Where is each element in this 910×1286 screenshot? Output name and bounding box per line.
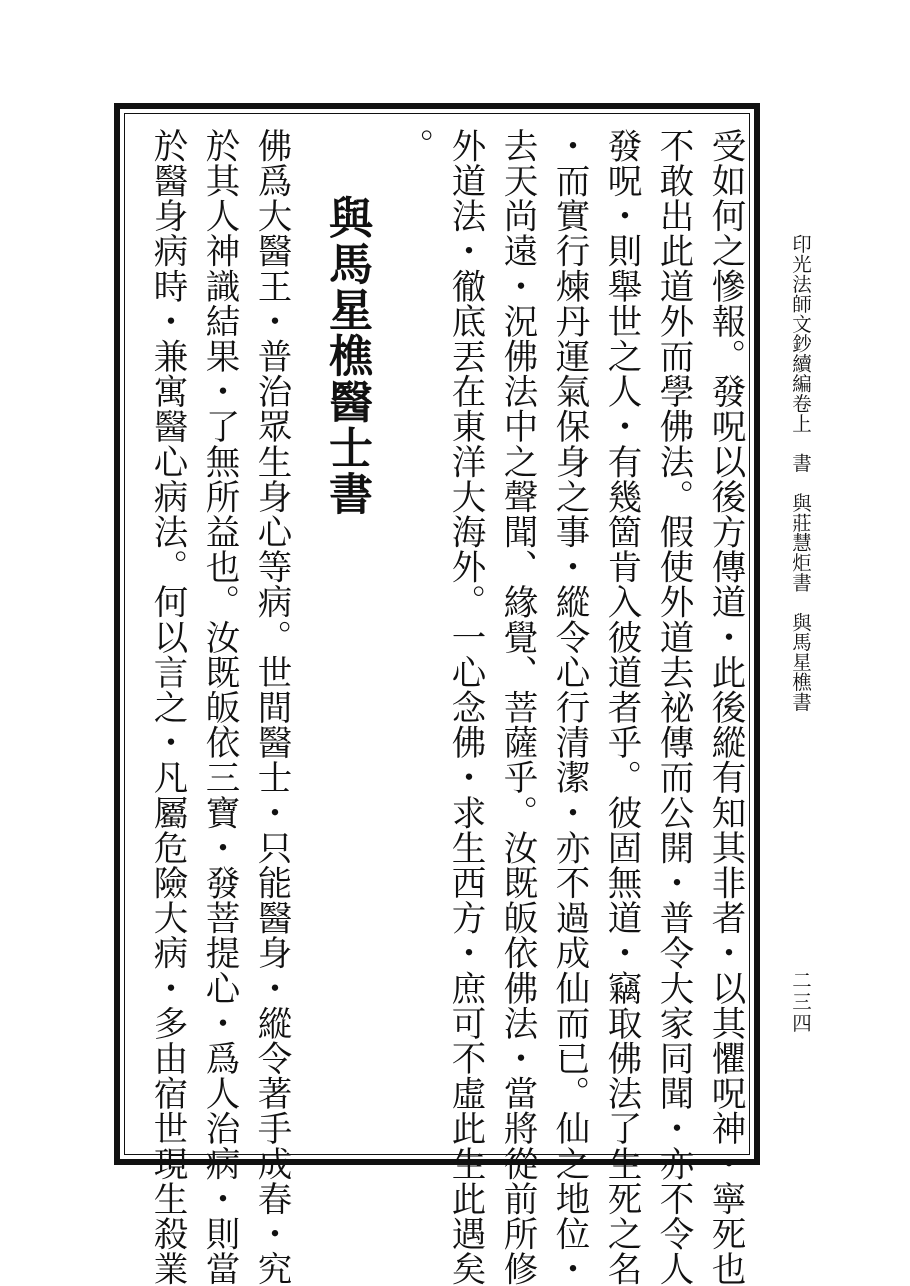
- text-column: 不敢出此道外而學佛法。假使外道去祕傳而公開・普令大家同聞・亦不令人: [653, 128, 693, 1286]
- page-number: 二三四: [789, 970, 812, 1035]
- text-column: 外道法・徹底丟在東洋大海外。一心念佛・求生西方・庶可不虛此生此遇矣: [445, 128, 485, 1286]
- text-column: 發呪・則舉世之人・有幾箇肯入彼道者乎。彼固無道・竊取佛法了生死之名: [601, 128, 641, 1286]
- text-column: ・而實行煉丹運氣保身之事・縱令心行清潔・亦不過成仙而已。仙之地位・: [549, 128, 589, 1286]
- text-column: 去天尚遠・況佛法中之聲聞、緣覺、菩薩乎。汝既皈依佛法・當將從前所修: [497, 128, 537, 1286]
- text-column: 受如何之慘報。發呪以後方傳道・此後縱有知其非者・以其懼呪神・寧死也: [705, 128, 745, 1286]
- text-column: 。: [393, 128, 433, 164]
- text-column: 佛爲大醫王・普治眾生身心等病。世間醫士・只能醫身・縱令著手成春・究: [251, 128, 291, 1286]
- running-header: 印光法師文鈔續編卷上 書 與莊慧炬書 與馬星樵書: [789, 234, 812, 712]
- letter-title: 與馬星樵醫士書: [321, 195, 372, 517]
- text-column: 於其人神識結果・了無所益也。汝既皈依三寶・發菩提心・爲人治病・則當: [199, 128, 239, 1286]
- text-column: 於醫身病時・兼寓醫心病法。何以言之・凡屬危險大病・多由宿世現生殺業: [147, 128, 187, 1286]
